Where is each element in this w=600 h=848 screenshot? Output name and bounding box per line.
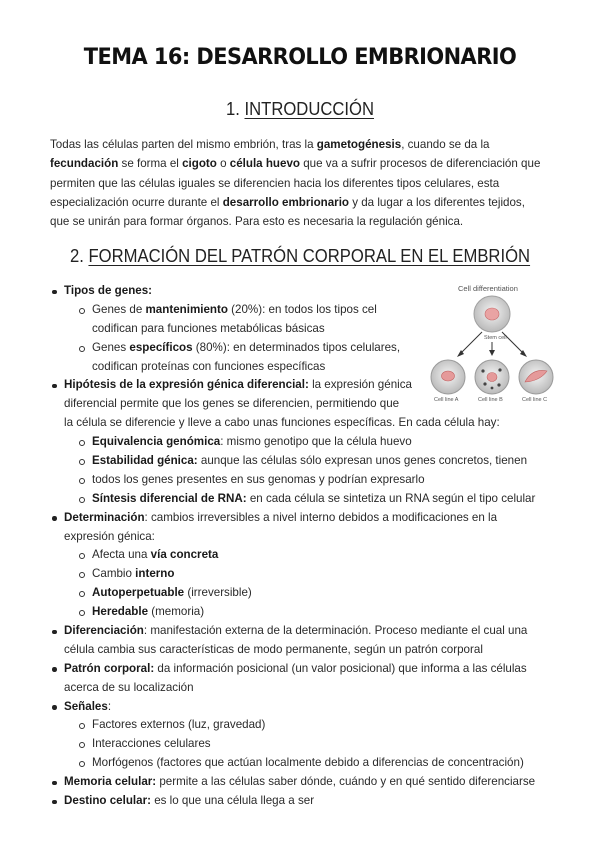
text-run: Factores externos (luz, gravedad) <box>92 718 266 732</box>
cell-line-c-label: Cell line C <box>522 397 548 403</box>
hollow-bullet-icon <box>79 723 85 729</box>
text-run: que se unirán para formar órganos. Para esto es necesaria la regulación génica. <box>50 215 464 229</box>
bold-term: interno <box>135 567 175 581</box>
bold-term: gametogénesis <box>316 138 402 151</box>
bold-term: Estabilidad génica: <box>92 454 198 468</box>
text-run: codifican para funciones metabólicas básicas <box>92 321 325 335</box>
text-run: Cambio <box>92 567 136 581</box>
bullet-icon <box>52 667 57 672</box>
sub-list-item <box>50 735 560 754</box>
bold-term: Equivalencia genómica <box>92 435 221 449</box>
text-run: acerca de su localización <box>64 680 194 694</box>
list-item <box>50 376 560 395</box>
list-item <box>50 641 560 660</box>
text-run: expresión génica: <box>64 529 155 543</box>
bold-term: Patrón corporal: <box>64 661 155 675</box>
bullet-icon <box>52 290 57 295</box>
text-run: (memoria) <box>148 605 205 619</box>
bullet-icon <box>52 781 57 786</box>
list-item <box>50 698 560 717</box>
text-run: célula cambia sus características de modo permanente, según un patrón corporal <box>64 642 483 656</box>
definitions-list <box>50 282 560 811</box>
sub-list-item <box>50 433 560 452</box>
text-run: Genes de <box>92 302 146 316</box>
sub-list-item <box>50 603 560 622</box>
paragraph-line <box>50 193 555 212</box>
list-item <box>50 679 560 698</box>
list-item <box>50 622 560 641</box>
section-heading-introduccion <box>30 98 570 120</box>
bold-term: Destino celular: <box>64 794 151 808</box>
text-run: todos los genes presentes en sus genomas y podrían expresarlo <box>92 472 425 486</box>
text-run: : <box>107 699 112 713</box>
bold-term: Síntesis diferencial de RNA: <box>92 491 247 505</box>
text-run: aunque las células sólo expresan unos genes concretos, tienen <box>197 454 528 468</box>
bullet-icon <box>52 630 57 635</box>
text-run: (20%): en todos los tipos cel <box>227 302 377 316</box>
text-run: o <box>216 157 230 171</box>
text-run: : manifestación externa de la determinación. Proceso mediante el cual una <box>143 624 528 638</box>
stem-cell-label: Stem cell <box>484 335 507 341</box>
bold-term: vía concreta <box>150 548 219 562</box>
section-number: 2. <box>69 245 84 266</box>
bold-term: Hipótesis de la expresión génica diferencial: <box>64 378 309 392</box>
section-title: FORMACIÓN DEL PATRÓN CORPORAL EN EL EMBRIÓN <box>88 245 531 266</box>
paragraph-line <box>50 154 555 173</box>
sub-list-item <box>50 490 560 509</box>
bold-term: Determinación <box>64 510 145 524</box>
text-run: (80%): en determinados tipos celulares, <box>192 340 401 354</box>
text-run: Morfógenos (factores que actúan localmente debido a diferencias de concentración) <box>92 756 524 770</box>
bold-term: Diferenciación <box>64 624 144 638</box>
text-run: se forma el <box>118 157 183 171</box>
bold-term: desarrollo embrionario <box>222 195 349 209</box>
sub-list-item <box>50 471 560 490</box>
hollow-bullet-icon <box>79 308 85 314</box>
section-title: INTRODUCCIÓN <box>244 98 375 119</box>
hollow-bullet-icon <box>79 440 85 446</box>
text-run: Interacciones celulares <box>92 737 211 751</box>
hollow-bullet-icon <box>79 610 85 616</box>
text-run: especialización ocurre durante el <box>50 195 223 209</box>
bullet-icon <box>52 800 57 805</box>
bold-term: Tipos de genes: <box>64 284 153 297</box>
bullet-icon <box>52 384 57 389</box>
text-run: permiten que las células iguales se diferencien hacia los diferentes tipos celulares, esta <box>50 176 500 190</box>
sub-list-item <box>50 358 560 377</box>
list-item <box>50 660 560 679</box>
hollow-bullet-icon <box>79 346 85 352</box>
text-run: es lo que una célula llega a ser <box>150 794 315 808</box>
paragraph-line <box>50 212 555 231</box>
sub-list-item <box>50 320 560 339</box>
text-run: la célula se diferencie y lleve a cabo unas funciones específicas. En cada célula hay: <box>64 416 500 430</box>
intro-paragraph <box>50 135 555 231</box>
sub-list-item <box>50 716 560 735</box>
hollow-bullet-icon <box>79 553 85 559</box>
bold-term: célula huevo <box>229 157 300 171</box>
text-run: : mismo genotipo que la célula huevo <box>220 435 412 449</box>
list-item <box>50 792 560 811</box>
text-run: da información posicional (un valor posicional) que informa a las células <box>154 661 527 675</box>
bold-term: Señales <box>64 699 108 713</box>
text-run: en cada célula se sintetiza un RNA según el tipo celular <box>246 491 536 505</box>
sub-list-item <box>50 584 560 603</box>
hollow-bullet-icon <box>79 459 85 465</box>
paragraph-line <box>50 135 555 154</box>
bold-term: Memoria celular: <box>64 775 157 789</box>
hollow-bullet-icon <box>79 572 85 578</box>
bold-term: fecundación <box>50 157 119 171</box>
text-run: , cuando se da la <box>401 138 490 151</box>
bold-term: Autoperpetuable <box>92 586 185 600</box>
cell-line-a-label: Cell line A <box>434 397 459 403</box>
hollow-bullet-icon <box>79 591 85 597</box>
section-number: 1. <box>225 98 240 119</box>
text-run: codifican proteínas con funciones específicas <box>92 359 326 373</box>
text-run: Genes <box>92 340 130 354</box>
text-run: (irreversible) <box>184 586 252 600</box>
text-run: Todas las células parten del mismo embrión, tras la <box>50 138 317 151</box>
bullet-icon <box>52 705 57 710</box>
list-item <box>50 395 560 414</box>
sub-list-item <box>50 754 560 773</box>
list-item <box>50 773 560 792</box>
hollow-bullet-icon <box>79 742 85 748</box>
text-run: y da lugar a los diferentes tejidos, <box>349 195 525 209</box>
text-run: : cambios irreversibles a nivel interno debidos a modificaciones en la <box>144 510 498 524</box>
bullet-icon <box>52 516 57 521</box>
sub-list-item <box>50 301 560 320</box>
sub-list-item <box>50 339 560 358</box>
text-run: permite a las células saber dónde, cuándo y en qué sentido diferenciarse <box>156 775 536 789</box>
hollow-bullet-icon <box>79 497 85 503</box>
hollow-bullet-icon <box>79 761 85 767</box>
bold-term: mantenimiento <box>145 302 228 316</box>
sub-list-item <box>50 546 560 565</box>
sub-list-item <box>50 565 560 584</box>
text-run: que va a sufrir procesos de diferenciación que <box>300 157 541 171</box>
bold-term: específicos <box>129 340 193 354</box>
paragraph-line <box>50 174 555 193</box>
text-run: Afecta una <box>92 548 151 562</box>
text-run: la expresión génica <box>308 378 412 392</box>
bold-term: cigoto <box>182 157 217 171</box>
list-item <box>50 282 560 301</box>
section-heading-patron-corporal <box>30 245 570 267</box>
text-run: diferencial permite que los genes se diferencien, permitiendo que <box>64 397 400 411</box>
hollow-bullet-icon <box>79 478 85 484</box>
list-item <box>50 414 560 433</box>
sub-list-item <box>50 452 560 471</box>
list-item <box>50 509 560 528</box>
bold-term: Heredable <box>92 605 149 619</box>
page-title: TEMA 16: DESARROLLO EMBRIONARIO <box>83 44 517 70</box>
figure-title: Cell differentiation <box>458 284 518 293</box>
list-item <box>50 528 560 547</box>
cell-line-b-label: Cell line B <box>478 397 503 403</box>
